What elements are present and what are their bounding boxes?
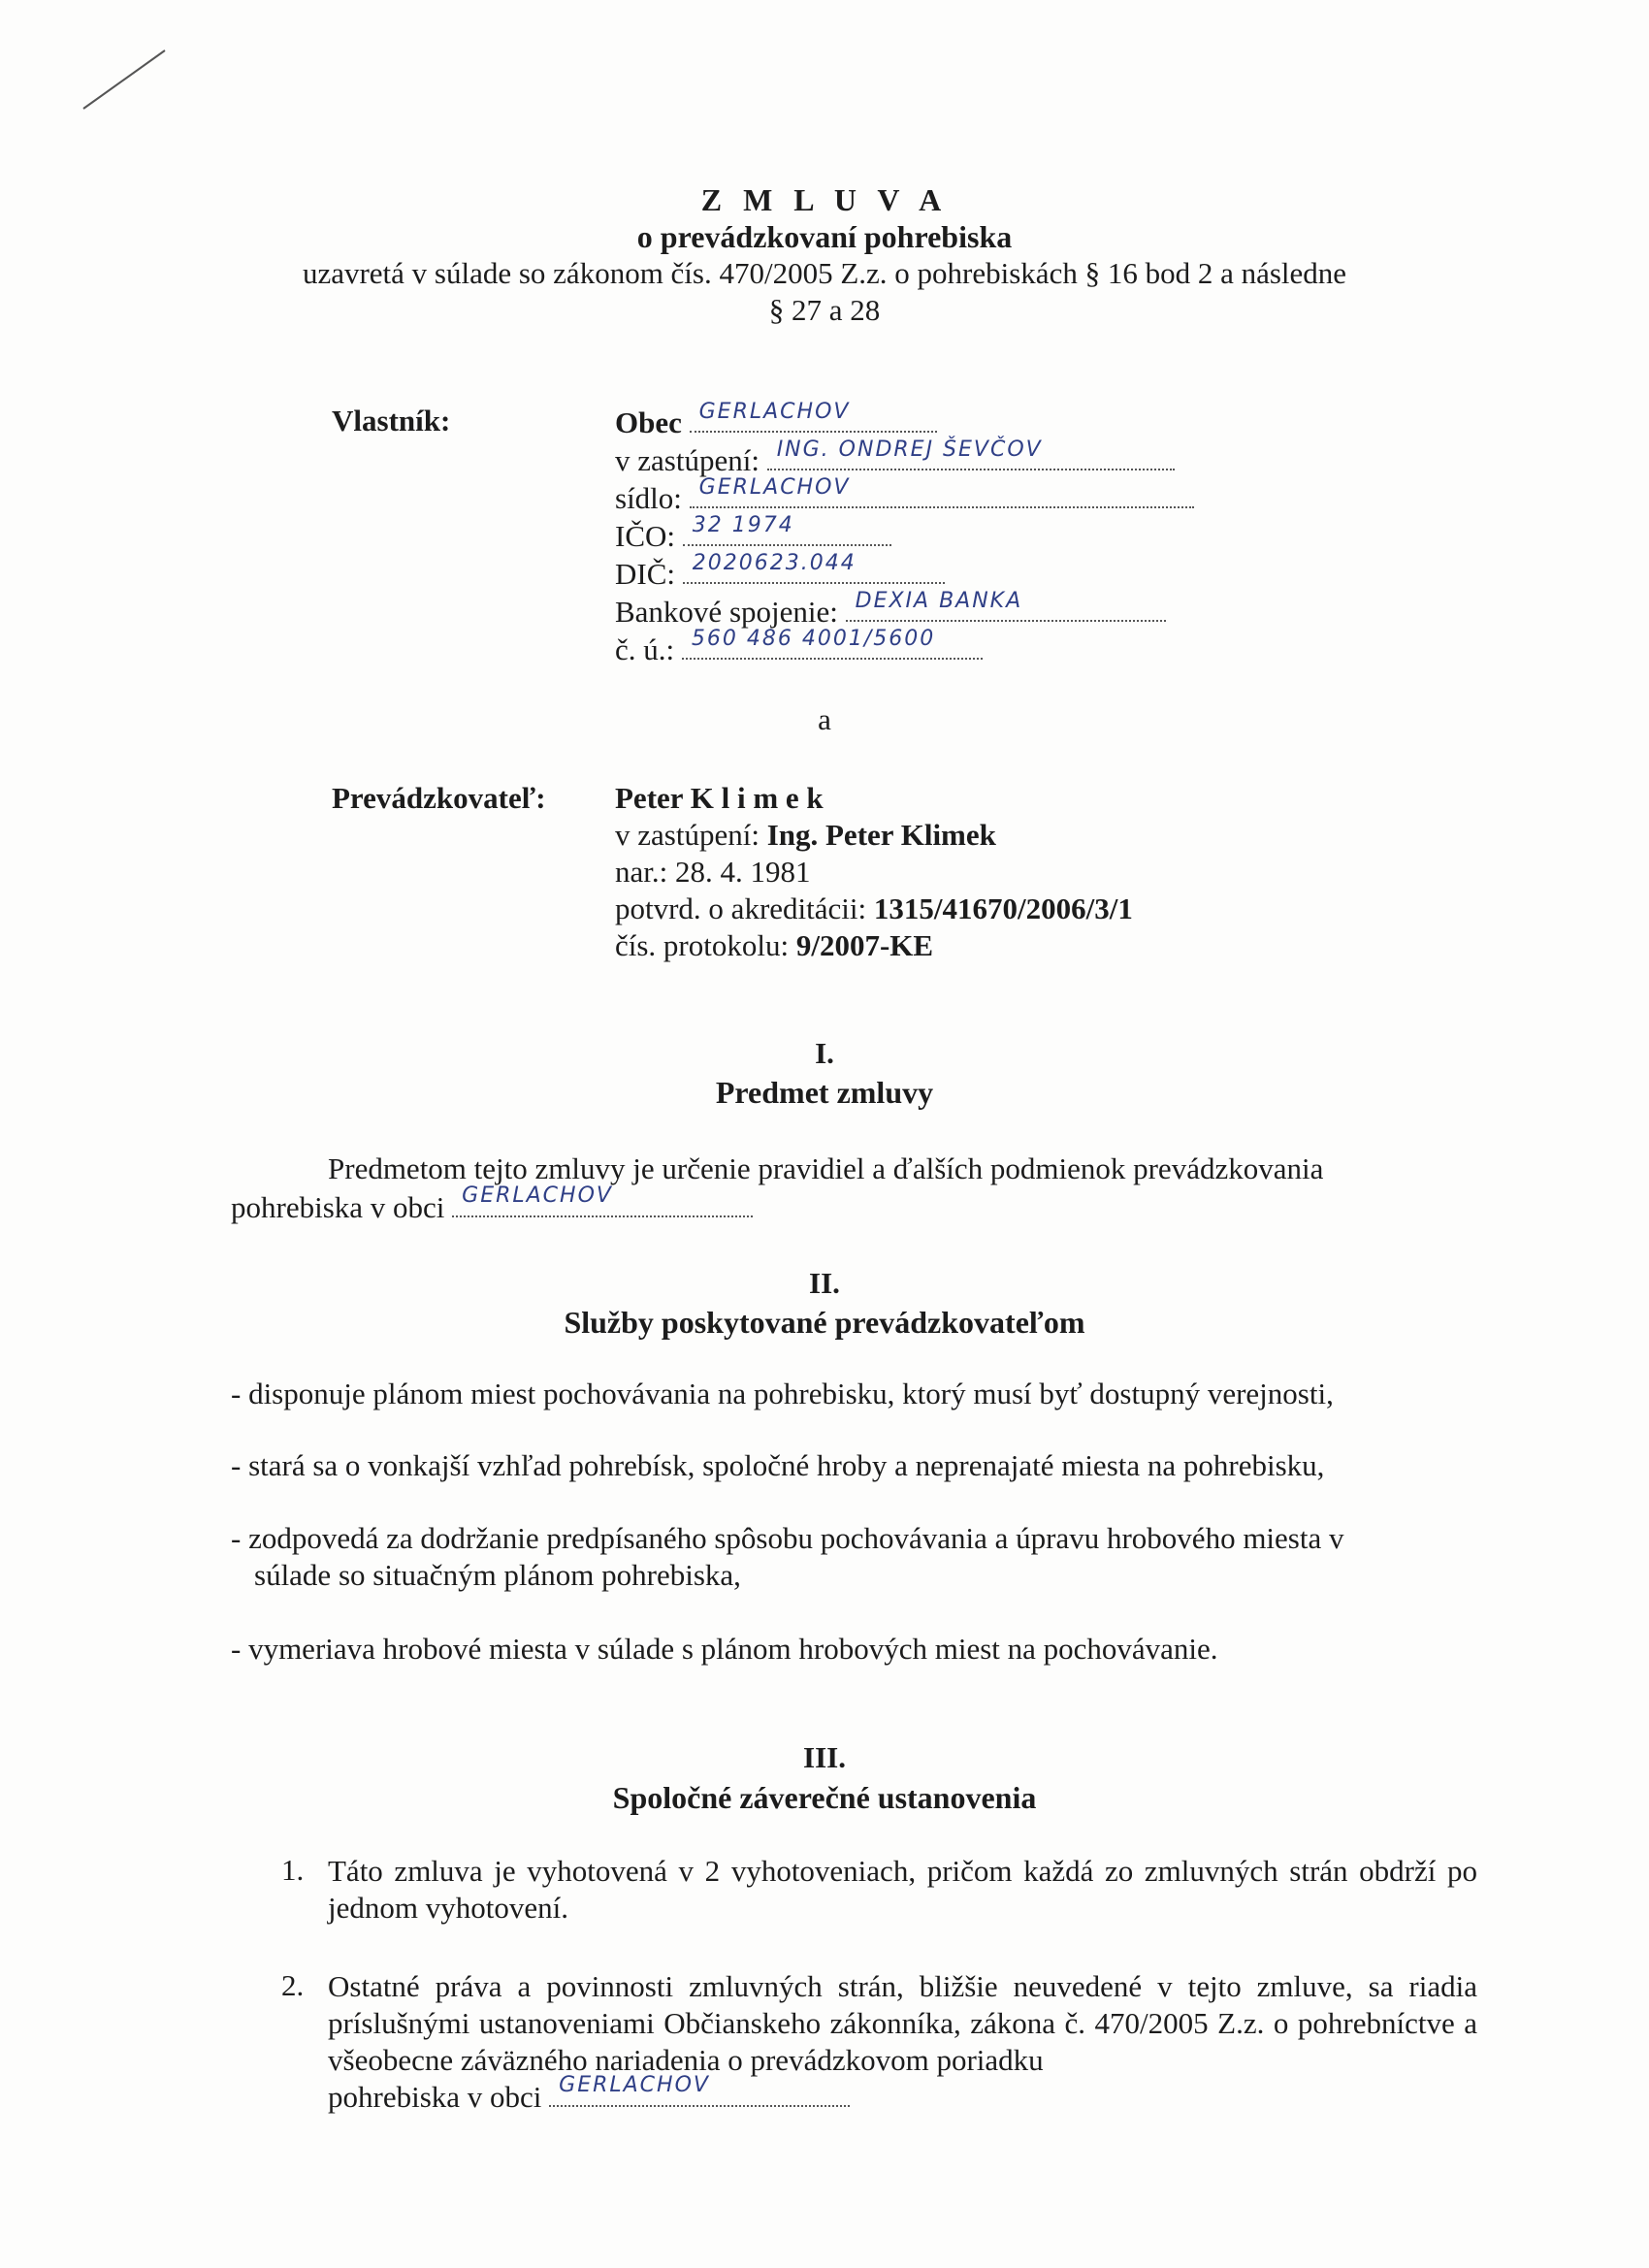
bank-handwritten-value: DEXIA BANKA	[855, 589, 1023, 613]
ico-label: IČO:	[615, 519, 675, 553]
contract-title: Z M L U V A	[700, 182, 949, 217]
party-connector: a	[818, 702, 831, 736]
seat-handwritten-value: GERLACHOV	[698, 475, 851, 500]
pen-stroke-mark	[78, 39, 175, 116]
section-2-bullet: - disponuje plánom miest pochovávania na pohrebisku, ktorý musí byť dostupný verejnosti,	[231, 1377, 1334, 1410]
section-2-bullet-continuation: súlade so situačným plánom pohrebiska,	[254, 1558, 741, 1592]
account-handwritten-value: 560 486 4001/5600	[691, 627, 936, 651]
obec-fill-line	[690, 400, 937, 433]
ico-fill-line	[683, 513, 891, 546]
seat-label: sídlo:	[615, 481, 682, 515]
section-1-village-handwritten: GERLACHOV	[462, 1183, 613, 1208]
accreditation-value: 1315/41670/2006/3/1	[873, 891, 1133, 925]
protocol-value: 9/2007-KE	[795, 928, 934, 962]
operator-birth-row	[615, 855, 811, 890]
section-3-village-fill-line	[549, 2073, 850, 2107]
representation-handwritten-value: ING. ONDREJ ŠEVČOV	[776, 437, 1043, 462]
section-2-number: II.	[809, 1266, 840, 1300]
section-3-village-handwritten: GERLACHOV	[559, 2073, 710, 2097]
owner-account-row	[615, 627, 983, 667]
section-1-village-fill-line	[452, 1183, 753, 1217]
account-label: č. ú.:	[615, 632, 675, 666]
operator-representation-label: v zastúpení:	[615, 818, 760, 852]
section-3-item-1-number: 1.	[281, 1853, 305, 1887]
obec-handwritten-value: GERLACHOV	[698, 400, 851, 424]
birth-label: nar.:	[615, 855, 668, 889]
ico-handwritten-value: 32 1974	[692, 513, 794, 537]
operator-representation-value: Ing. Peter Klimek	[766, 818, 996, 852]
section-2-bullet: - stará sa o vonkajší vzhľad pohrebísk, spoločné hroby a neprenajaté miesta na pohrebisku,	[231, 1448, 1325, 1482]
obec-label: Obec	[615, 405, 682, 439]
operator-label: Prevádzkovateľ:	[332, 781, 546, 815]
bank-label: Bankové spojenie:	[615, 595, 838, 629]
legal-basis-line-1: uzavretá v súlade so zákonom čís. 470/2005 Z.z. o pohrebiskách § 16 bod 2 a následne	[302, 256, 1347, 290]
section-1-number: I.	[815, 1036, 834, 1070]
operator-accreditation-row	[615, 891, 1133, 926]
accreditation-label: potvrd. o akreditácii:	[615, 891, 867, 925]
section-1-line-2: pohrebiska v obci	[231, 1190, 445, 1224]
section-1-line-1: Predmetom tejto zmluvy je určenie pravidiel a ďalších podmienok prevádzkovania	[328, 1151, 1324, 1185]
section-3-item-2-last: pohrebiska v obci	[328, 2080, 542, 2114]
section-2-bullet: - zodpovedá za dodržanie predpísaného spôsobu pochovávania a úpravu hrobového miesta v	[231, 1521, 1344, 1555]
section-3-item-2-number: 2.	[281, 1968, 305, 2002]
section-3-item-2-text: Ostatné práva a povinnosti zmluvných strán, bližšie neuvedené v tejto zmluve, sa riadia príslušnými ustanoveniami Občianskeho zákonníka, zákona č. 470/2005 Z.z. o pohrebníctve a všeobecne záväzného nariadenia o prevádzkovom poriadku	[328, 1969, 1477, 2077]
operator-name: Peter K l i m e k	[615, 781, 824, 815]
section-2-title: Služby poskytované prevádzkovateľom	[564, 1305, 1085, 1340]
section-3-number: III.	[803, 1740, 846, 1774]
bank-fill-line	[846, 589, 1166, 622]
section-1-line-2-row	[231, 1183, 753, 1226]
section-3-item-2-last-row	[328, 2073, 850, 2116]
dic-label: DIČ:	[615, 557, 675, 591]
contract-subtitle: o prevádzkovaní pohrebiska	[636, 219, 1013, 254]
section-3-title: Spoločné záverečné ustanovenia	[612, 1780, 1037, 1815]
seat-fill-line	[690, 475, 1194, 508]
section-1-title: Predmet zmluvy	[715, 1075, 934, 1110]
birth-value: 28. 4. 1981	[675, 855, 811, 889]
account-fill-line	[682, 627, 983, 660]
section-2-bullet: - vymeriava hrobové miesta v súlade s plánom hrobových miest na pochovávanie.	[231, 1632, 1218, 1666]
section-3-item-1-text: Táto zmluva je vyhotovená v 2 vyhotoveniach, pričom každá zo zmluvných strán obdrží po jednom vyhotovení.	[328, 1854, 1477, 1925]
representation-label: v zastúpení:	[615, 443, 760, 477]
operator-representation-row	[615, 818, 996, 853]
operator-protocol-row	[615, 928, 933, 963]
owner-label: Vlastník:	[332, 404, 451, 437]
legal-basis-line-2: § 27 a 28	[768, 293, 881, 327]
dic-fill-line	[683, 551, 945, 584]
representation-fill-line	[767, 437, 1175, 470]
protocol-label: čís. protokolu:	[615, 928, 790, 962]
dic-handwritten-value: 2020623.044	[692, 551, 857, 575]
